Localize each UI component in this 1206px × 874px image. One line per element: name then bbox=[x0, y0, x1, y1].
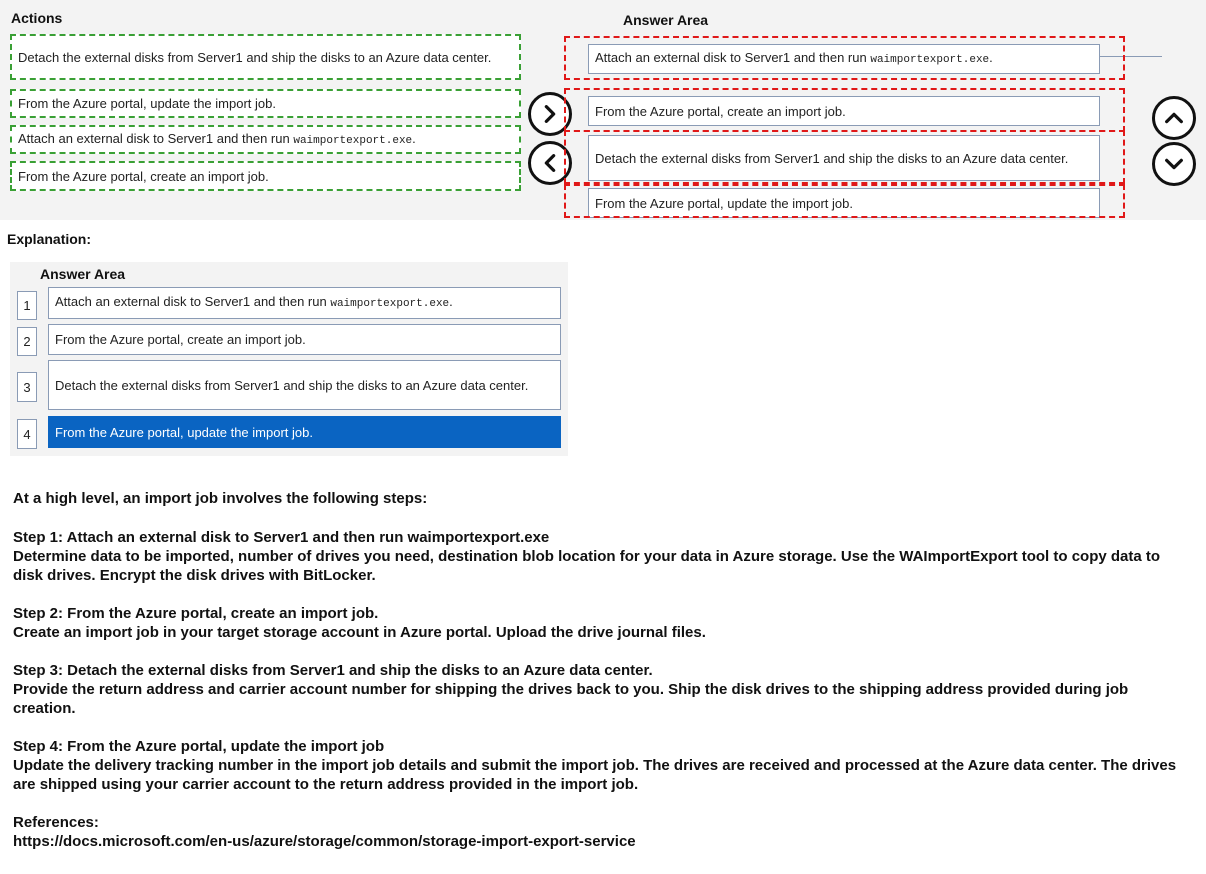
answer-item bbox=[48, 324, 561, 355]
actions-heading: Actions bbox=[11, 10, 63, 26]
answer-item-label: From the Azure portal, update the import job. bbox=[595, 195, 853, 211]
explanation-answer-area bbox=[10, 262, 568, 456]
answer-item-label: Attach an external disk to Server1 and then run waimportexport.exe. bbox=[595, 50, 993, 66]
step-number: 2 bbox=[17, 327, 37, 356]
step-title: Step 1: Attach an external disk to Server1 and then run waimportexport.exe bbox=[13, 529, 550, 546]
answer-item[interactable] bbox=[588, 188, 1100, 218]
answer-item-label: From the Azure portal, create an import job. bbox=[55, 332, 306, 347]
answer-item[interactable] bbox=[588, 44, 1100, 74]
chevron-down-icon bbox=[1163, 153, 1185, 175]
step-detail: Provide the return address and carrier account number for shipping the drives back to you. Ship the disk drives to the shipping address provided during job creation. bbox=[13, 681, 1129, 717]
action-item[interactable] bbox=[10, 89, 521, 118]
connector-line bbox=[1100, 56, 1162, 57]
step-title: Step 2: From the Azure portal, create an import job. bbox=[13, 605, 379, 622]
answer-item-label: From the Azure portal, create an import job. bbox=[595, 103, 846, 119]
step-detail: Create an import job in your target storage account in Azure portal. Upload the drive journal files. bbox=[13, 624, 706, 641]
move-up-button[interactable] bbox=[1152, 96, 1196, 140]
step-detail: Update the delivery tracking number in the import job details and submit the import job. The drives are received and processed at the Azure data center. The drives are shipped using your carrier account to the return address provided in the import job. bbox=[13, 757, 1177, 793]
step-title: Step 3: Detach the external disks from Server1 and ship the disks to an Azure data center. bbox=[13, 662, 653, 679]
answer-item[interactable] bbox=[588, 135, 1100, 181]
move-right-button[interactable] bbox=[528, 92, 572, 136]
action-item-label: Detach the external disks from Server1 and ship the disks to an Azure data center. bbox=[18, 49, 492, 65]
action-item-label: From the Azure portal, create an import job. bbox=[18, 168, 269, 184]
chevron-right-icon bbox=[539, 103, 561, 125]
answer-item bbox=[48, 287, 561, 319]
chevron-left-icon bbox=[539, 152, 561, 174]
answer-item-label: Detach the external disks from Server1 and ship the disks to an Azure data center. bbox=[55, 377, 529, 393]
explanation-label: Explanation: bbox=[7, 231, 92, 247]
answer-item-label: Attach an external disk to Server1 and then run waimportexport.exe. bbox=[55, 294, 453, 310]
action-item-label: Attach an external disk to Server1 and then run waimportexport.exe. bbox=[18, 130, 416, 147]
chevron-up-icon bbox=[1163, 107, 1185, 129]
move-left-button[interactable] bbox=[528, 141, 572, 185]
answer-item bbox=[48, 360, 561, 410]
action-item[interactable] bbox=[10, 161, 521, 191]
action-item[interactable] bbox=[10, 34, 521, 80]
step-number: 1 bbox=[17, 291, 37, 320]
action-item-label: From the Azure portal, update the import job. bbox=[18, 96, 276, 111]
step-title: Step 4: From the Azure portal, update the import job bbox=[13, 738, 385, 755]
reference-link[interactable]: https://docs.microsoft.com/en-us/azure/storage/common/storage-import-export-service bbox=[13, 833, 636, 850]
answer-item-selected bbox=[48, 416, 561, 448]
answer-area-title: Answer Area bbox=[40, 266, 126, 282]
step-detail: Determine data to be imported, number of drives you need, destination blob location for your data in Azure storage. Use the WAImportExport tool to copy data to disk drives. Encrypt the disk drives with BitLocker. bbox=[13, 548, 1161, 584]
answer-area-heading: Answer Area bbox=[623, 12, 709, 28]
answer-item[interactable] bbox=[588, 96, 1100, 126]
intro-text: At a high level, an import job involves the following steps: bbox=[13, 490, 428, 507]
step-number: 3 bbox=[17, 372, 37, 402]
question-panel bbox=[0, 0, 1206, 220]
step-number: 4 bbox=[17, 419, 37, 449]
answer-item-label: Detach the external disks from Server1 and ship the disks to an Azure data center. bbox=[595, 150, 1069, 166]
move-down-button[interactable] bbox=[1152, 142, 1196, 186]
action-item[interactable] bbox=[10, 125, 521, 154]
references-label: References: bbox=[13, 814, 99, 831]
answer-item-label: From the Azure portal, update the import job. bbox=[55, 424, 313, 440]
